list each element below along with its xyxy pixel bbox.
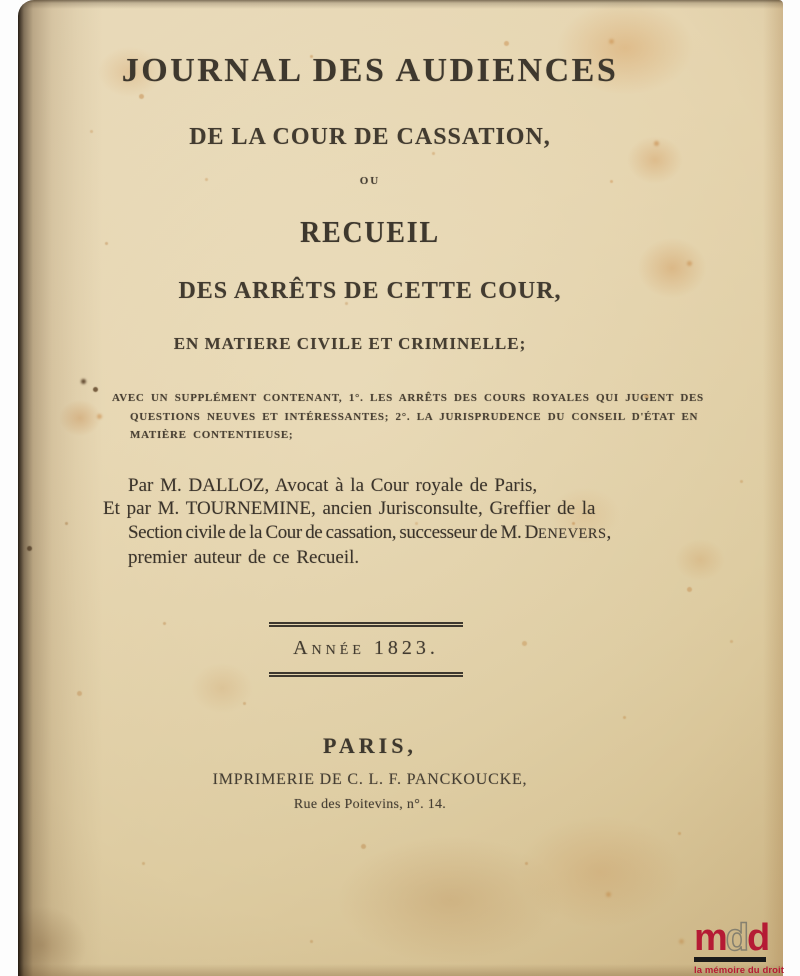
imprint-city: PARIS,	[323, 733, 417, 758]
year-banner-row	[60, 622, 680, 677]
logo-tagline: la mémoire du droit	[694, 965, 785, 976]
author-name-denevers-smallcaps: ENEVERS	[538, 525, 607, 542]
author-line-section-civile	[60, 521, 680, 546]
supplement-line-2: QUESTIONS NEUVES ET INTÉRESSANTES; 2°. LA JURISPRUDENCE DU CONSEIL D'ÉTAT EN	[130, 410, 699, 423]
logo-word-mdd	[694, 917, 790, 959]
author-block	[60, 474, 680, 569]
book-title-page	[18, 0, 783, 976]
subtitle-matiere: EN MATIERE CIVILE ET CRIMINELLE;	[173, 334, 527, 353]
supplement-line-3: MATIÈRE CONTENTIEUSE;	[130, 429, 294, 441]
main-title: JOURNAL DES AUDIENCES	[121, 52, 619, 89]
author-line-section-post: ,	[606, 521, 611, 543]
logo-letter-d-solid: d	[747, 917, 769, 959]
subtitle-cour-de-cassation: DE LA COUR DE CASSATION,	[189, 124, 551, 150]
author-line-tournemine: Et par M. TOURNEMINE, ancien Jurisconsulte, Greffier de la	[103, 498, 596, 520]
author-line-dalloz: Par M. DALLOZ, Avocat à la Cour royale de Paris,	[128, 475, 538, 496]
author-line-section-pre: Section civile de la Cour de cassation, successeur de M. D	[128, 521, 539, 543]
logo-letter-d-outline: d	[725, 917, 748, 959]
year-banner	[269, 622, 463, 677]
author-line-premier-auteur: premier auteur de ce Recueil.	[128, 546, 360, 568]
imprint-printer: IMPRIMERIE DE C. L. F. PANCKOUCKE,	[212, 771, 528, 788]
connector-ou: OU	[359, 175, 381, 187]
mdd-watermark-logo	[694, 917, 790, 976]
title-recueil: RECUEIL	[300, 214, 440, 249]
subtitle-arrets: DES ARRÊTS DE CETTE COUR,	[178, 278, 562, 304]
paper-stain-speckles	[18, 0, 21, 3]
title-page-content	[60, 0, 704, 976]
logo-letter-m: m	[694, 917, 726, 959]
supplement-note	[60, 389, 704, 445]
supplement-line-1: AVEC UN SUPPLÉMENT CONTENANT, 1°. LES ARRÊTS DES COURS ROYALES QUI JUGENT DES	[112, 392, 704, 404]
year-label: Année 1823.	[293, 637, 439, 659]
imprint-address: Rue des Poitevins, n°. 14.	[293, 797, 447, 812]
